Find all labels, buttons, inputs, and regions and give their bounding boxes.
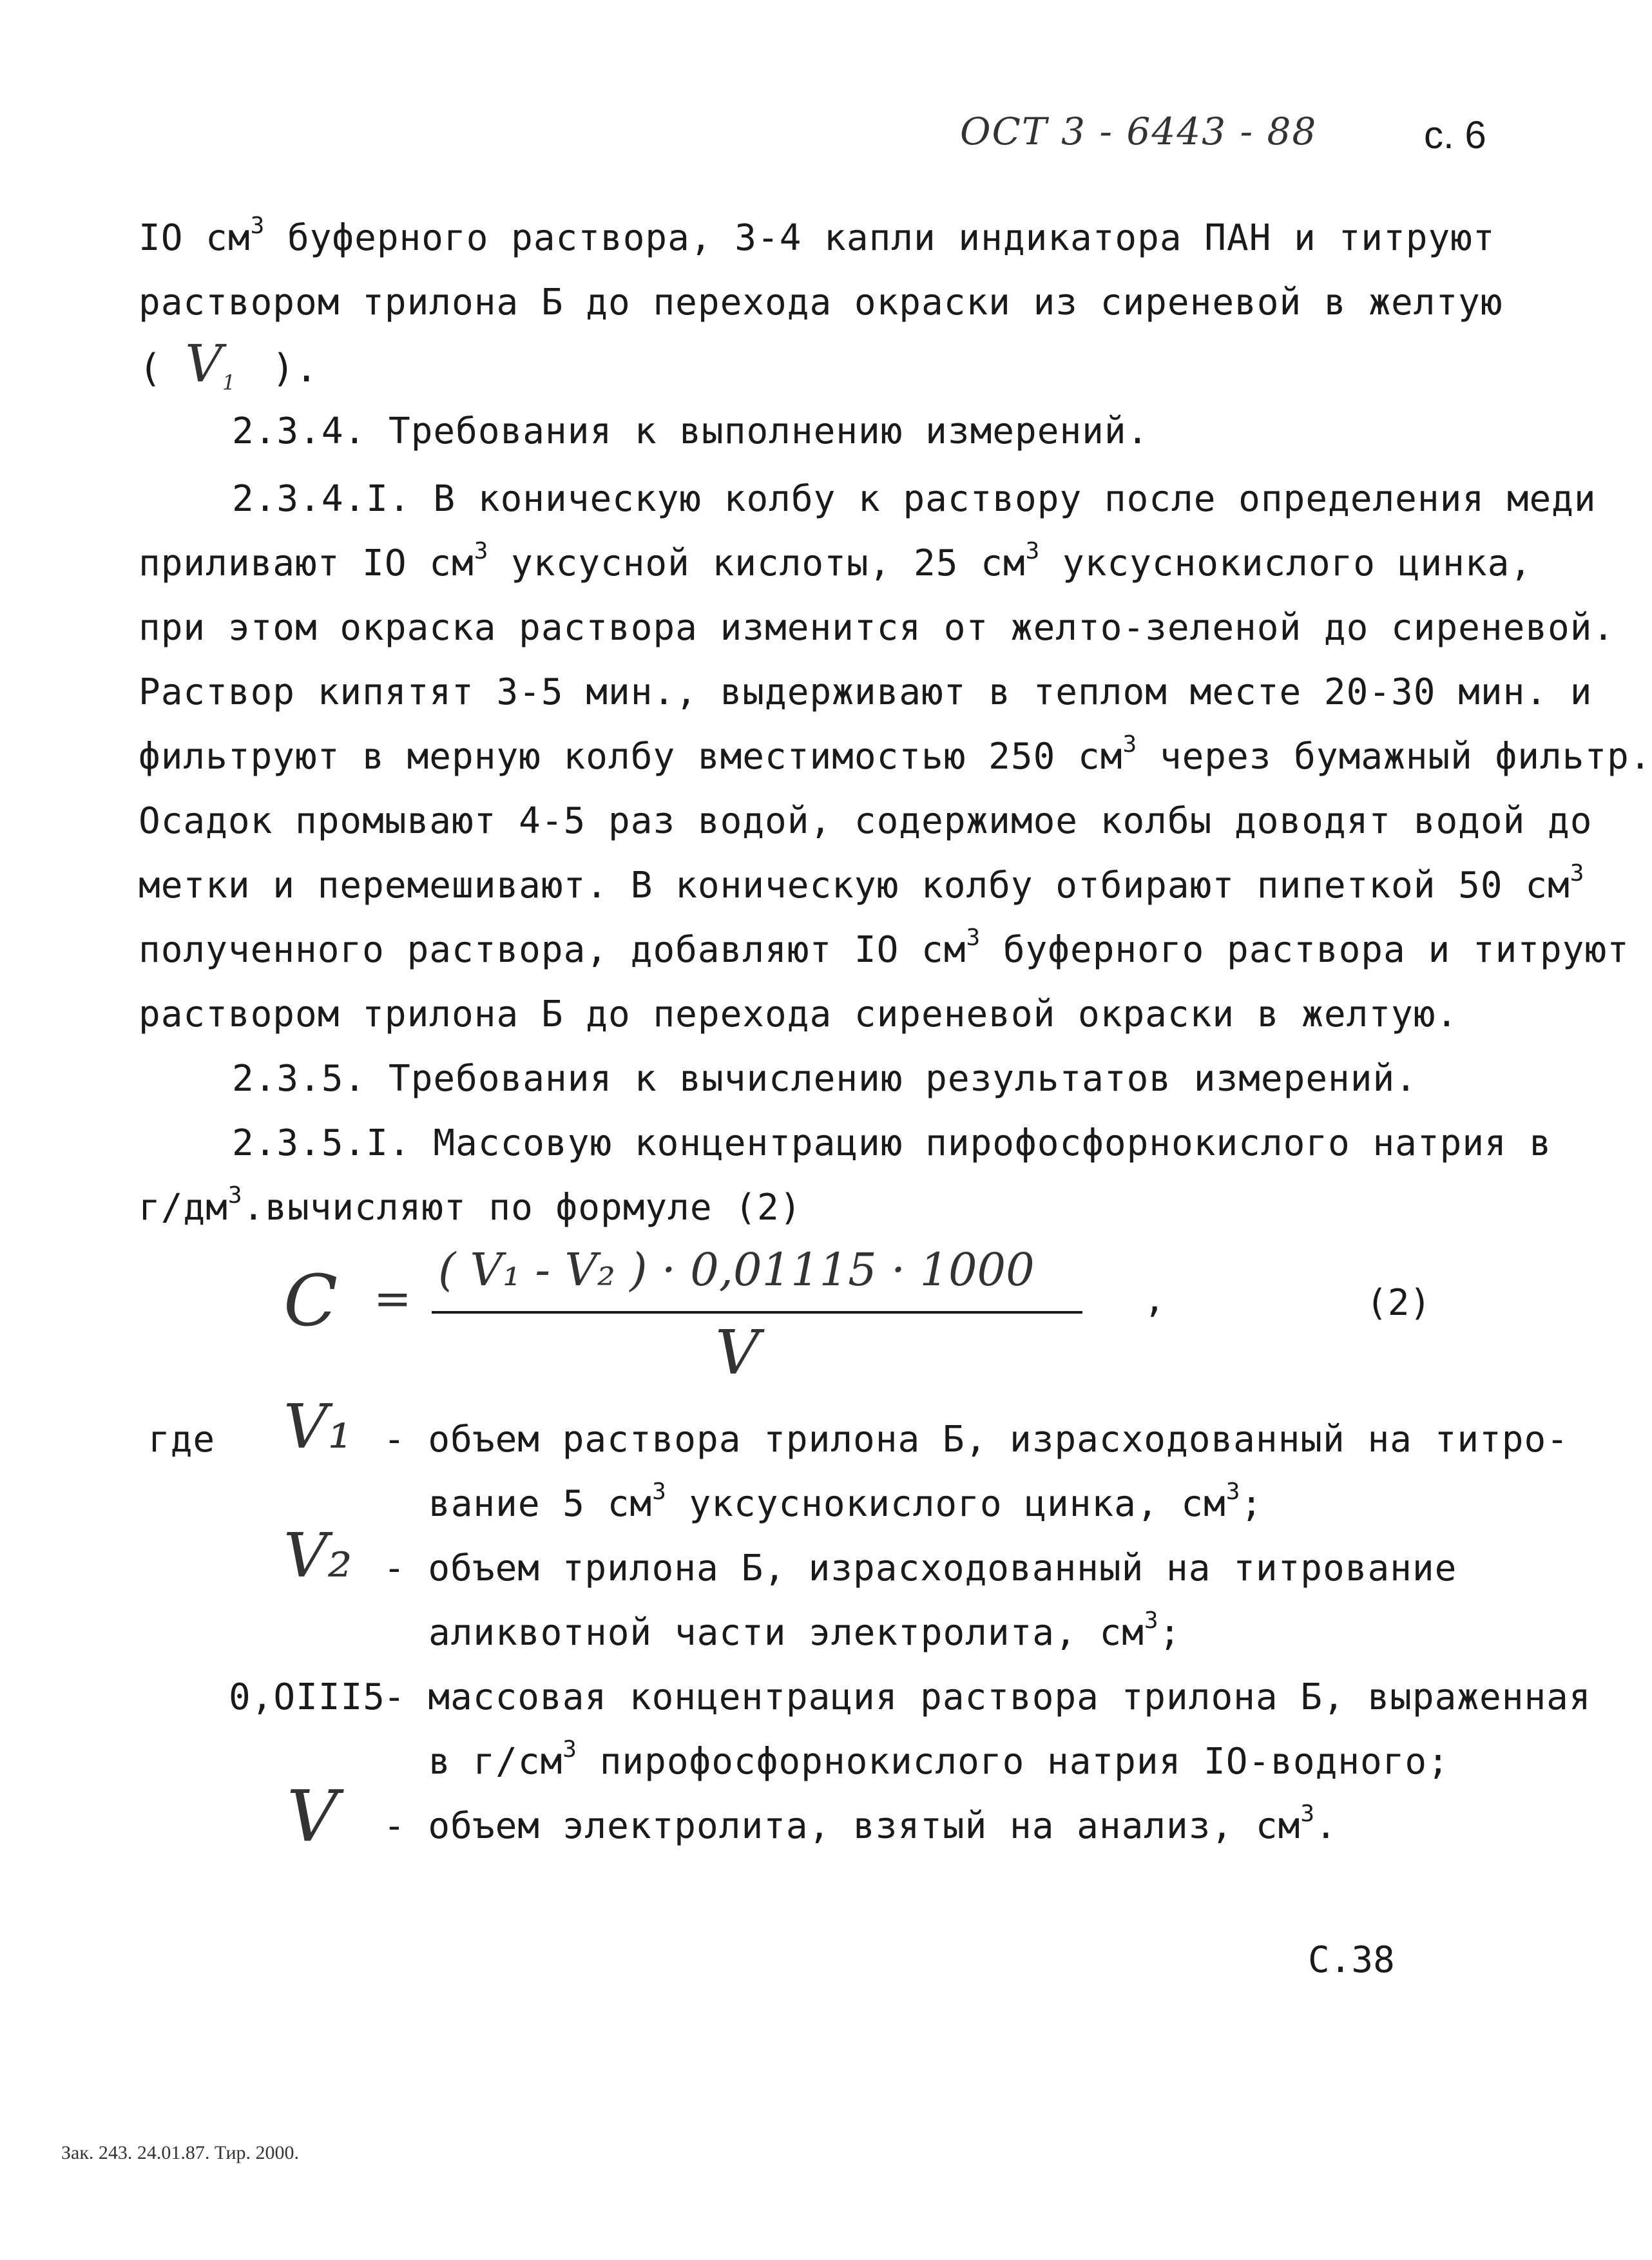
text-line: Осадок промывают 4-5 раз водой, содержимое колбы доводят водой до [139, 800, 1593, 842]
section-heading-2-3-5: 2.3.5. Требования к вычислению результатов измерений. [232, 1058, 1417, 1100]
formula-comma: , [1144, 1279, 1166, 1321]
definition-coefficient: - массовая концентрация раствора трилона Б, выраженная [383, 1676, 1591, 1718]
symbol-v: V [287, 1775, 338, 1857]
text-line: $г/дм^3.вычисляют$ по формуле (2) [139, 1182, 802, 1229]
text-line: раствором трилона Б до перехода сиреневой окраски в желтую. [139, 993, 1459, 1035]
definition-v: - объем электролита, взятый на анализ, $см^3$. [383, 1801, 1338, 1847]
where-label: где [148, 1419, 216, 1460]
formula-denominator: V [715, 1317, 760, 1388]
text-line: фильтруют в мерную колбу вместимостью 250 $см^3$ через бумажный фильтр. [139, 731, 1652, 778]
standard-number: ОСТ 3 - 6443 - 88 [960, 110, 1318, 153]
formula-lhs: C [283, 1259, 338, 1342]
section-heading-2-3-4: 2.3.4. Требования к выполнению измерений. [232, 410, 1149, 452]
text-line: метки и перемешивают. В коническую колбу отбирают пипеткой 50 $см^3$ [139, 860, 1585, 906]
definition-v2-cont: аликвотной части электролита, $см^3$; [428, 1607, 1182, 1654]
text-line: Раствор кипятят 3-5 мин., выдерживают в теплом месте 20-30 мин. и [139, 671, 1593, 713]
formula-equals: = [374, 1272, 412, 1325]
definition-v1-cont: вание 5 $см^3$ уксуснокислого цинка, $см^3$; [428, 1479, 1263, 1525]
definition-coefficient-cont: в $г/см^3$ пирофосфорнокислого натрия IO-водного; [428, 1736, 1450, 1783]
text-line: приливают IO $см^3$ уксусной кислоты, 25 $см^3$ уксуснокислого цинка, [139, 538, 1532, 584]
definition-v2: - объем трилона Б, израсходованный на титрование [383, 1547, 1457, 1589]
symbol-v2: V₂ [283, 1520, 352, 1591]
text-line: раствором трилона Б до перехода окраски из сиреневой в желтую [139, 282, 1503, 323]
page-mark: С.38 [1308, 1939, 1395, 1981]
fraction-bar [432, 1311, 1082, 1314]
text-line: IO $см^3$ буферного раствора, 3-4 капли индикатора ПАН и титруют [139, 213, 1495, 259]
text-line: при этом окраска раствора изменится от желто-зеленой до сиреневой. [139, 607, 1615, 649]
definition-v1: - объем раствора трилона Б, израсходованный на титро- [383, 1419, 1569, 1460]
text-line: 2.3.5.I. Массовую концентрацию пирофосфорнокислого натрия в [232, 1122, 1552, 1164]
print-imprint: Зак. 243. 24.01.87. Тир. 2000. [61, 2142, 300, 2163]
text-line: полученного раствора, добавляют IO $см^3$ буферного раствора и титруют [139, 924, 1629, 971]
text-line: 2.3.4.I. В коническую колбу к раствору после определения меди [232, 478, 1597, 520]
variable-v1-inline: ( $V_1$ ). [139, 334, 318, 395]
symbol-v1: V₁ [283, 1392, 352, 1462]
page-number: с. 6 [1424, 113, 1486, 157]
formula-numerator: ( V₁ - V₂ ) · 0,01115 · 1000 [438, 1243, 1035, 1296]
symbol-coefficient: 0,OIII5 [229, 1676, 386, 1718]
formula-number: (2) [1366, 1282, 1432, 1324]
